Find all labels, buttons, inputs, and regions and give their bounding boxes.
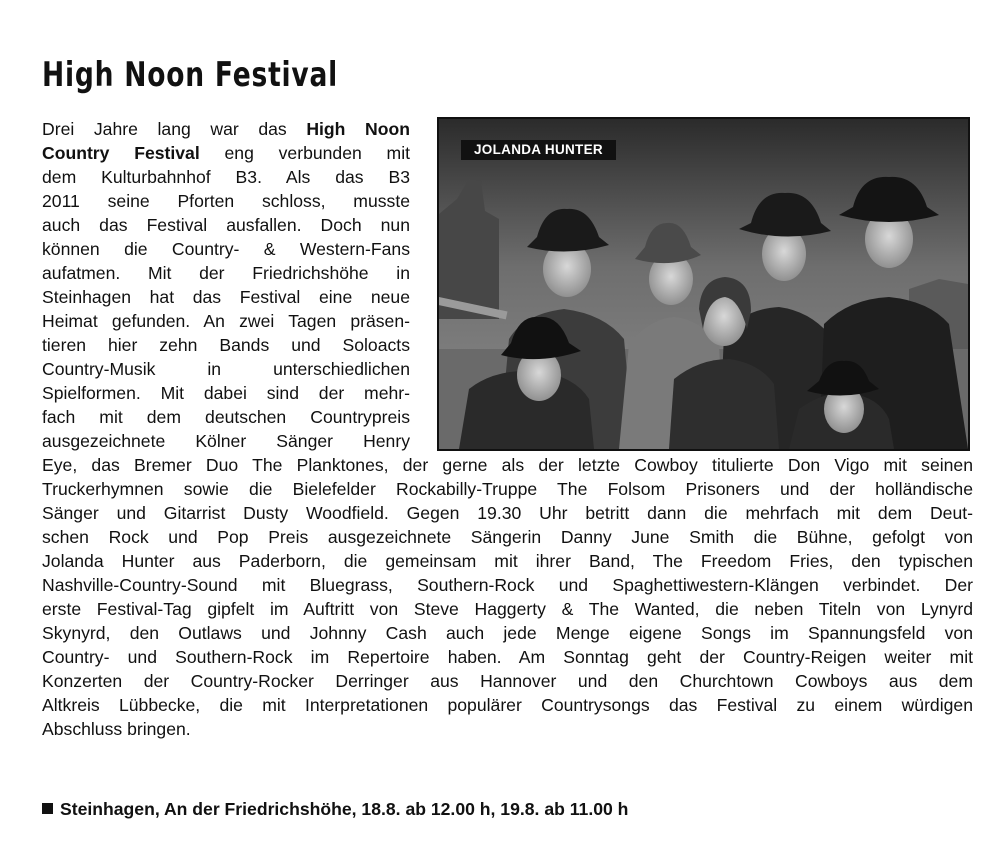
band-photo-icon (439, 119, 968, 449)
body-line-1 (42, 117, 410, 141)
body-line: Skynyrd, den Outlaws und Johnny Cash auch jede Menge eigene Songs im Spannungsfeld von (42, 623, 973, 643)
festival-name-bold: High Noon (306, 119, 410, 139)
body-line: auch das Festival ausfallen. Doch nun (42, 215, 410, 235)
body-line: Jolanda Hunter aus Paderborn, die gemeinsam mit ihrer Band, The Freedom Fries, den typischen (42, 551, 973, 571)
event-info-text: Steinhagen, An der Friedrichshöhe, 18.8. ab 12.00 h, 19.8. ab 11.00 h (60, 799, 629, 819)
body-line-2 (42, 141, 410, 165)
article-title: High Noon Festival (42, 55, 339, 95)
intro-text: Drei Jahre lang war das (42, 119, 307, 139)
body-line: Country- und Southern-Rock im Repertoire haben. Am Sonntag geht der Country-Reigen weiter mit (42, 647, 973, 667)
body-line: Steinhagen hat das Festival eine neue (42, 287, 410, 307)
body-line: Nashville-Country-Sound mit Bluegrass, Southern-Rock und Spaghettiwestern-Klängen verbindet. Der (42, 575, 973, 595)
body-line: 2011 seine Pforten schloss, musste (42, 191, 410, 211)
festival-name-bold: Country Festival (42, 143, 200, 163)
body-line: erste Festival-Tag gipfelt im Auftritt von Steve Haggerty & The Wanted, die neben Titeln von Lynyrd (42, 599, 973, 619)
body-line: Truckerhymnen sowie die Bielefelder Rockabilly-Truppe The Folsom Prisoners und der holländische (42, 479, 973, 499)
body-line: tieren hier zehn Bands und Soloacts (42, 335, 410, 355)
body-line: aufatmen. Mit der Friedrichshöhe in (42, 263, 410, 283)
intro-text: eng verbunden mit (199, 143, 410, 163)
body-line: fach mit dem deutschen Countrypreis (42, 407, 410, 427)
body-line: können die Country- & Western-Fans (42, 239, 410, 259)
body-line: Sänger und Gitarrist Dusty Woodfield. Gegen 19.30 Uhr betritt dann die mehrfach mit dem Deut- (42, 503, 973, 523)
body-line: dem Kulturbahnhof B3. Als das B3 (42, 167, 410, 187)
body-line: Heimat gefunden. An zwei Tagen präsen- (42, 311, 410, 331)
photo-caption: JOLANDA HUNTER (461, 140, 616, 160)
band-photo (437, 117, 970, 451)
body-line-last: Abschluss bringen. (42, 719, 191, 739)
body-line: Spielformen. Mit dabei sind der mehr- (42, 383, 410, 403)
body-line: Konzerten der Country-Rocker Derringer aus Hannover und den Churchtown Cowboys aus dem (42, 671, 973, 691)
event-info (42, 797, 628, 821)
body-line: Country-Musik in unterschiedlichen (42, 359, 410, 379)
bullet-square-icon (42, 803, 53, 814)
body-line: Eye, das Bremer Duo The Planktones, der gerne als der letzte Cowboy titulierte Don Vigo mit seinen (42, 455, 973, 475)
body-line: schen Rock und Pop Preis ausgezeichnete Sängerin Danny June Smith die Bühne, gefolgt von (42, 527, 973, 547)
body-line: ausgezeichnete Kölner Sänger Henry (42, 431, 410, 451)
body-line: Altkreis Lübbecke, die mit Interpretationen populärer Countrysongs das Festival zu einem würdigen (42, 695, 973, 715)
